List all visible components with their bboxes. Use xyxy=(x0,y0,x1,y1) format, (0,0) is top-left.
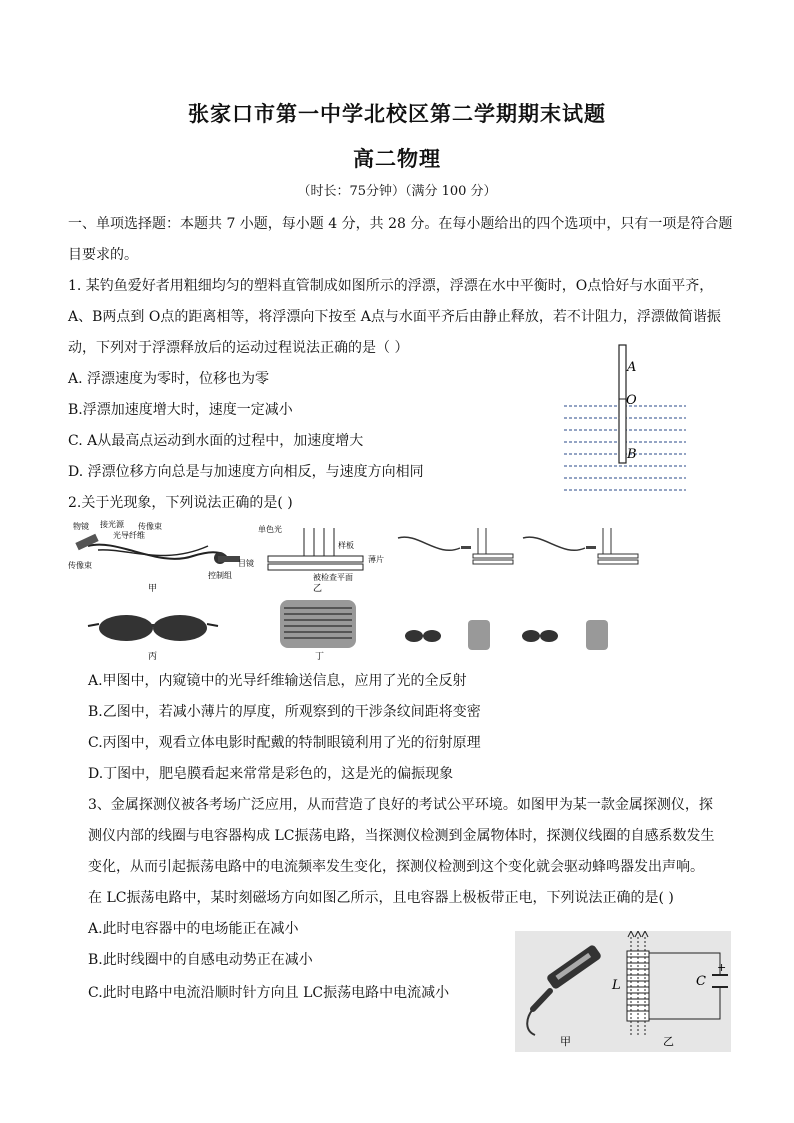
q2-option-b: B.乙图中，若减小薄片的厚度，所观察到的干涉条纹间距将变密 xyxy=(88,704,481,720)
jia-label-bundle-top: 传像束 xyxy=(138,522,162,531)
coil-label-l: L xyxy=(612,978,621,993)
q3-stem-line4: 在 LC振荡电路中，某时刻磁场方向如图乙所示，且电容器上极板带正电，下列说法正确的是( ) xyxy=(88,890,674,906)
optics-figure xyxy=(68,518,688,663)
yi-label-sample: 样板 xyxy=(338,541,354,550)
jia-label-eyepiece: 目镜 xyxy=(238,559,254,568)
yi-label-sheet: 薄片 xyxy=(368,555,384,564)
caption-detector: 甲 xyxy=(560,1035,571,1048)
thumbnail-panels xyxy=(398,528,638,650)
q1-stem-line2: A、B两点到 O点的距离相等，将浮漂向下按至 A点与水面平齐后由静止释放，若不计阻力，浮漂做简谐振 xyxy=(68,309,721,325)
q2-stem: 2.关于光现象，下列说法正确的是( ) xyxy=(68,495,293,511)
q3-stem-line3: 变化，从而引起振荡电路中的电流频率发生变化，探测仪检测到这个变化就会驱动蜂鸣器发出声响。 xyxy=(88,859,704,875)
lc-circuit-figure xyxy=(515,931,731,1052)
q3-stem-line2: 测仪内部的线圈与电容器构成 LC振荡电路，当探测仪检测到金属物体时，探测仪线圈的自感系数发生 xyxy=(88,828,715,844)
float-label-b: B xyxy=(627,447,637,462)
yi-label-plane: 被检查平面 xyxy=(313,573,353,582)
jia-label-control: 控制组 xyxy=(208,571,232,580)
q1-option-d: D. 浮漂位移方向总是与加速度方向相反，与速度方向相同 xyxy=(68,464,424,480)
caption-yi: 乙 xyxy=(313,584,323,594)
q3-option-c: C.此时电路中电流沿顺时针方向且 LC振荡电路中电流减小 xyxy=(88,985,450,1001)
q3-option-a: A.此时电容器中的电场能正在减小 xyxy=(88,921,299,937)
jia-label-bundle-bottom: 传像束 xyxy=(68,561,92,570)
caption-bing: 丙 xyxy=(148,652,158,662)
section-heading-line2: 目要求的。 xyxy=(68,247,138,263)
float-label-o: O xyxy=(626,393,637,408)
q3-option-b: B.此时线圈中的自感电动势正在减小 xyxy=(88,952,313,968)
soap-film-picture xyxy=(280,600,356,662)
yi-label-light: 单色光 xyxy=(258,525,282,534)
capacitor-label-c: C xyxy=(696,974,706,989)
caption-ding: 丁 xyxy=(315,652,325,662)
float-label-a: A xyxy=(627,360,637,375)
capacitor-plus-sign: + xyxy=(717,961,727,974)
q1-option-c: C. A从最高点运动到水面的过程中，加速度增大 xyxy=(68,433,364,449)
q1-stem-line1: 1. 某钓鱼爱好者用粗细均匀的塑料直管制成如图所示的浮漂，浮漂在水中平衡时，O点恰好与水面平齐， xyxy=(68,278,714,294)
subject-title: 高二物理 xyxy=(353,146,441,171)
q1-option-b: B.浮漂加速度增大时，速度一定减小 xyxy=(68,402,293,418)
endoscope-diagram xyxy=(68,519,254,594)
exam-info: （时长：75分钟）（满分 100 分） xyxy=(297,184,497,199)
jia-label-fiber: 光导纤维 xyxy=(113,531,145,540)
caption-circuit: 乙 xyxy=(663,1035,674,1048)
float-figure xyxy=(560,343,690,495)
q2-option-c: C.丙图中，观看立体电影时配戴的特制眼镜利用了光的衍射原理 xyxy=(88,735,481,751)
caption-jia: 甲 xyxy=(148,584,158,594)
jia-label-light: 接光源 xyxy=(100,520,124,529)
exam-title: 张家口市第一中学北校区第二学期期末试题 xyxy=(188,101,606,126)
interference-diagram xyxy=(258,524,384,594)
q2-option-a: A.甲图中，内窥镜中的光导纤维输送信息，应用了光的全反射 xyxy=(88,673,467,689)
q1-option-a: A. 浮漂速度为零时，位移也为零 xyxy=(68,371,270,387)
jia-label-objective: 物镜 xyxy=(73,522,89,531)
section-heading-line1: 一、单项选择题：本题共 7 小题，每小题 4 分，共 28 分。在每小题给出的四个选项中，只有一项是符合题 xyxy=(68,216,733,232)
q3-stem-line1: 3、金属探测仪被各考场广泛应用，从而营造了良好的考试公平环境。如图甲为某一款金属探测仪，探 xyxy=(88,797,713,813)
glasses-picture xyxy=(88,615,218,662)
q2-option-d: D.丁图中，肥皂膜看起来常常是彩色的，这是光的偏振现象 xyxy=(88,766,454,782)
q1-stem-line3: 动，下列对于浮漂释放后的运动过程说法正确的是（ ） xyxy=(68,340,409,356)
